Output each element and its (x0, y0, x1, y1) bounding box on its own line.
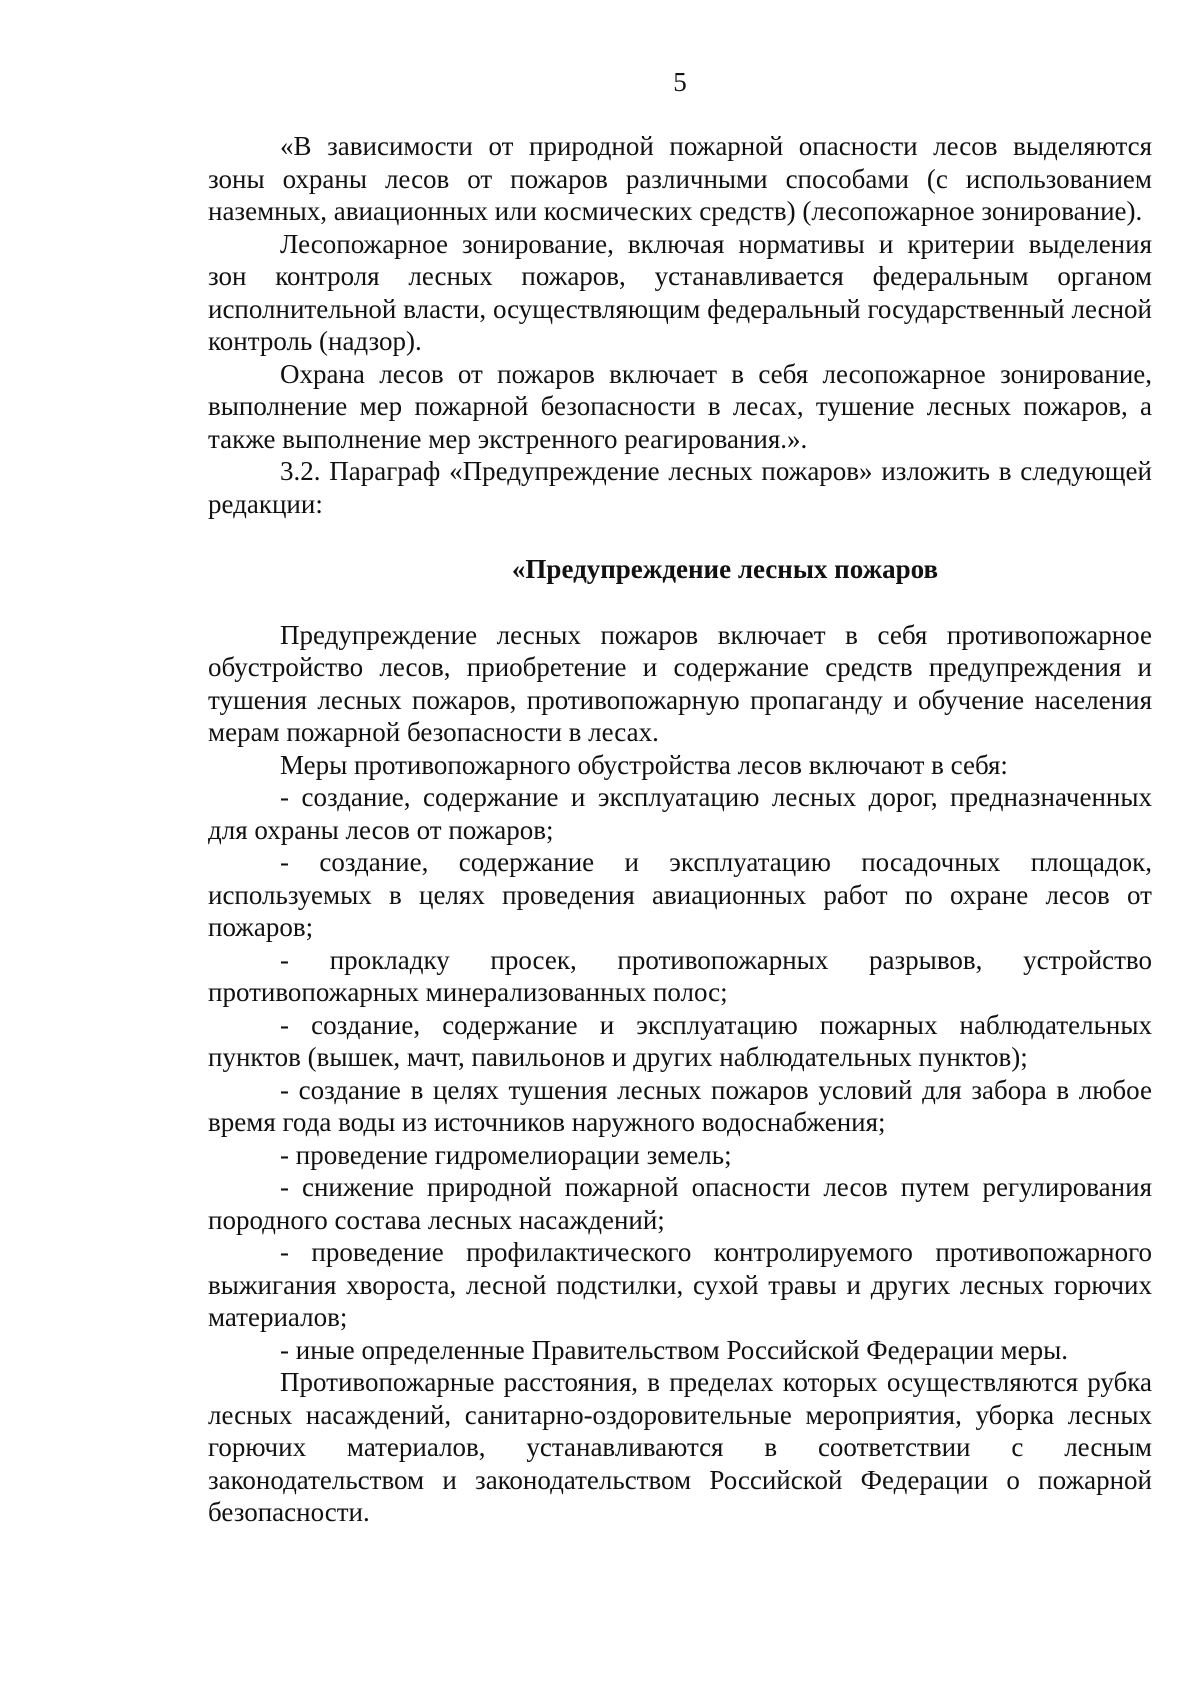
section-heading: «Предупреждение лесных пожаров (511, 554, 939, 584)
document-body (208, 130, 1152, 1529)
paragraph-protection-scope: Охрана лесов от пожаров включает в себя лесопожарное зонирование, выполнение мер пожарной безопасности в лесах, тушение лесных пожаров, а также выполнение мер экстренного реагирования.». (208, 358, 1152, 454)
list-item-water-supply: - создание в целях тушения лесных пожаров условий для забора в любое время года воды из источников наружного водоснабжения; (208, 1074, 1152, 1137)
paragraph-zoning-intro: «В зависимости от природной пожарной опасности лесов выделяются зоны охраны лесов от пожаров различными способами (с использованием наземных, авиационных или космических средств) (лесопожарное зонирование). (208, 131, 1152, 226)
paragraph-fire-distances: Противопожарные расстояния, в пределах которых осуществляются рубка лесных насаждений, санитарно-оздоровительные мероприятия, уборка лесных горючих материалов, устанавливаются в соответствии с лесным законодательством и законодательством Российской Федерации о пожарной безопасности. (208, 1367, 1152, 1527)
list-item-firebreaks: - прокладку просек, противопожарных разрывов, устройство противопожарных минерализованных полос; (208, 944, 1152, 1007)
list-item-landing-sites: - создание, содержание и эксплуатацию посадочных площадок, используемых в целях проведения авиационных работ по охране лесов от пожаров; (208, 847, 1152, 942)
list-item-controlled-burning: - проведение профилактического контролируемого противопожарного выжигания хвороста, лесной подстилки, сухой травы и других лесных горючих материалов; (208, 1237, 1152, 1332)
list-item-forest-roads: - создание, содержание и эксплуатацию лесных дорог, предназначенных для охраны лесов от пожаров; (208, 782, 1152, 845)
paragraph-amendment-clause: 3.2. Параграф «Предупреждение лесных пожаров» изложить в следующей редакции: (208, 456, 1152, 519)
paragraph-prevention-definition: Предупреждение лесных пожаров включает в себя противопожарное обустройство лесов, приобретение и содержание средств предупреждения и тушения лесных пожаров, противопожарную пропаганду и обучение населения мерам пожарной безопасности в лесах. (208, 619, 1152, 747)
list-item-species-regulation: - снижение природной пожарной опасности лесов путем регулирования породного состава лесных насаждений; (208, 1172, 1152, 1235)
paragraph-measures-intro: Меры противопожарного обустройства лесов включают в себя: (280, 749, 1008, 780)
list-item-observation-points: - создание, содержание и эксплуатацию пожарных наблюдательных пунктов (вышек, мачт, павильонов и других наблюдательных пунктов); (208, 1009, 1152, 1072)
paragraph-zoning-authority: Лесопожарное зонирование, включая нормативы и критерии выделения зон контроля лесных пожаров, устанавливается федеральным органом исполнительной власти, осуществляющим федеральный государственный лесной контроль (надзор). (208, 228, 1152, 356)
page-number: 5 (673, 67, 687, 97)
list-item-hydromelioration: - проведение гидромелиорации земель; (280, 1139, 732, 1170)
list-item-other-measures: - иные определенные Правительством Российской Федерации меры. (280, 1334, 1068, 1365)
